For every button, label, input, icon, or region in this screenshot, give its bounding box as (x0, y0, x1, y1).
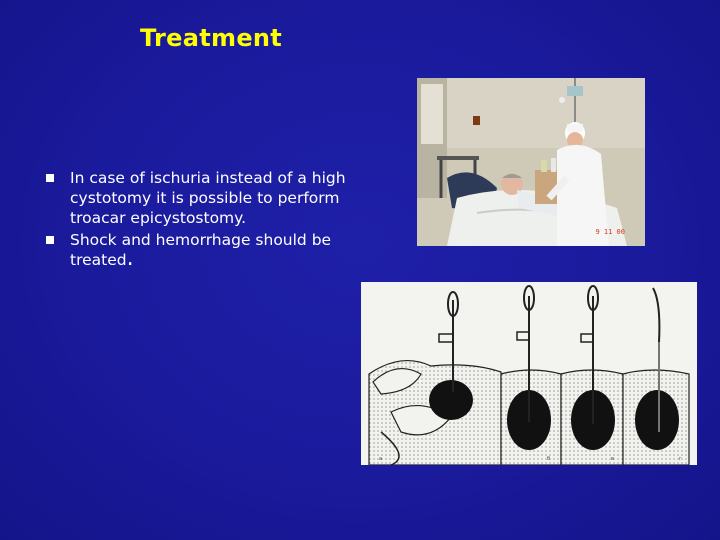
epicystostomy-diagram (361, 282, 697, 465)
svg-text:г: г (679, 456, 682, 462)
svg-text:a: a (379, 456, 383, 462)
bullet-text: Shock and hemorrhage should be treated (70, 231, 332, 269)
bullet-item (46, 230, 346, 270)
square-bullet-icon (46, 236, 54, 244)
square-bullet-icon (46, 174, 54, 182)
diagram-illustration (361, 282, 697, 465)
bullet-text: In case of ischuria instead of a high cystotomy it is possible to perform troacar epicystostomy. (70, 169, 346, 227)
photo-illustration (417, 78, 645, 246)
bullet-trailing-period: . (126, 246, 134, 271)
svg-text:б: б (547, 456, 551, 462)
slide-title: Treatment (140, 24, 283, 52)
svg-text:в: в (611, 456, 614, 462)
photo-date-stamp: 9 11 00 (595, 228, 625, 236)
bullet-list (46, 168, 346, 272)
hospital-ward-photo (417, 78, 645, 246)
bullet-item (46, 168, 346, 228)
